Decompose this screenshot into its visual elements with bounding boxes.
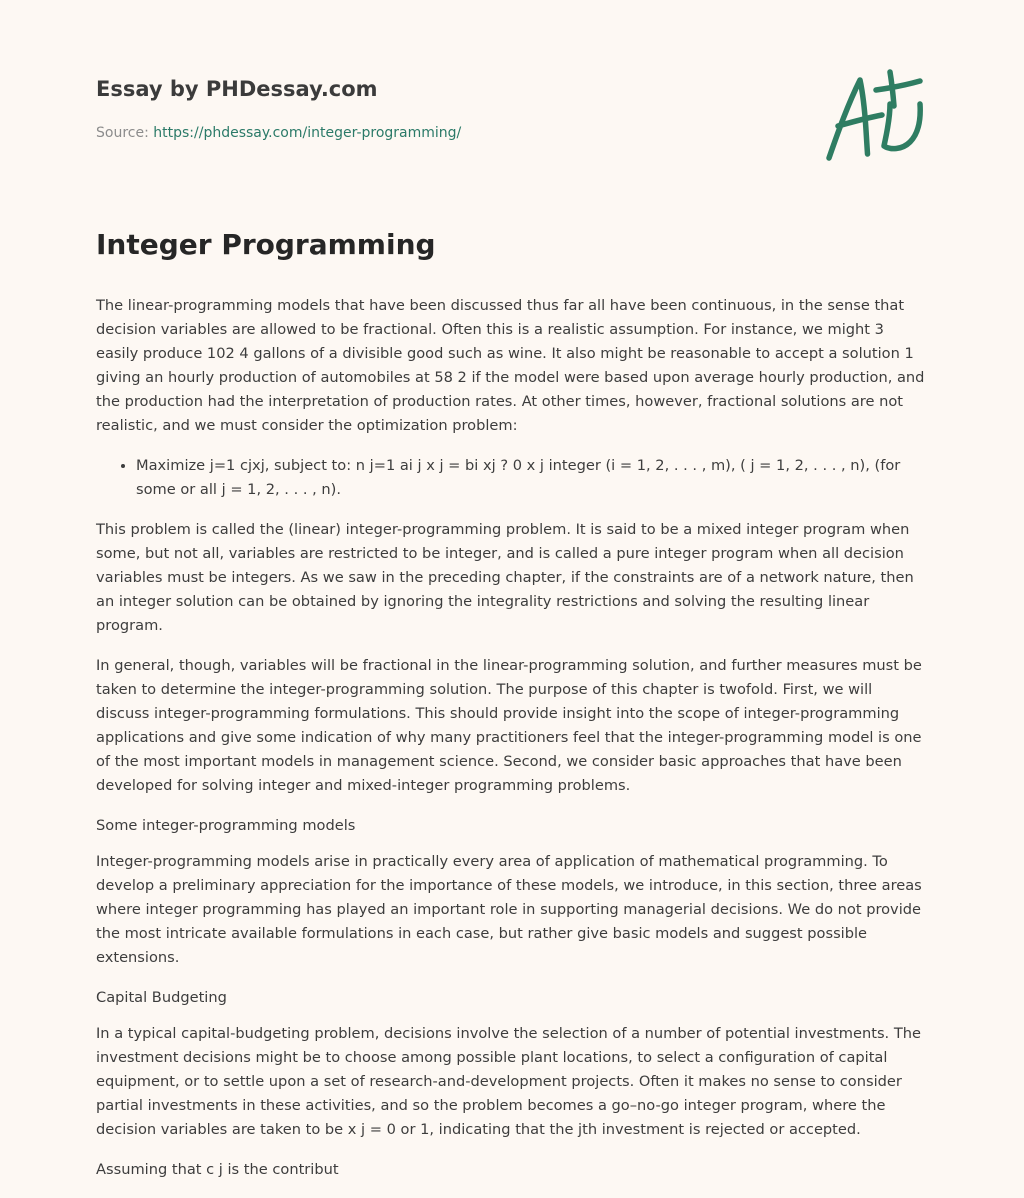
article-title: Integer Programming	[96, 228, 436, 261]
source-line	[96, 123, 928, 143]
site-header	[96, 74, 928, 143]
a-plus-logo-icon	[820, 64, 930, 168]
source-label: Source:	[96, 125, 149, 141]
source-link[interactable]: https://phdessay.com/integer-programming/	[153, 125, 462, 141]
article	[96, 224, 928, 1198]
section-subheading: Capital Budgeting	[96, 989, 227, 1006]
paragraph: The linear-programming models that have been discussed thus far all have been continuous, in the sense that decision variables are allowed to be fractional. Often this is a realistic assumption. For instance, we might 3 easily produce 102 4 gallons of a divisible good such as wine. It also might be reasonable to accept a solution 1 giving an hourly production of automobiles at 58 2 if the model were based upon average hourly production, and the production had the interpretation of production rates. At other times, however, fractional solutions are not realistic, and we must consider the optimization problem:	[96, 297, 925, 434]
paragraph: In general, though, variables will be fractional in the linear-programming solution, and further measures must be taken to determine the integer-programming solution. The purpose of this chapter is twofold. First, we will discuss integer-programming formulations. This should provide insight into the scope of integer-programming applications and give some indication of why many practitioners feel that the integer-programming model is one of the most important models in management science. Second, we consider basic approaches that have been developed for solving integer and mixed-integer programming problems.	[96, 657, 922, 794]
bullet-item: • Maximize j=1 cjxj, subject to: n j=1 ai j x j = bi xj ? 0 x j integer (i = 1, 2, . . . , m), ( j = 1, 2, . . . , n), (for some or all j = 1, 2, . . . , n).	[136, 454, 928, 502]
bullet-list	[96, 454, 928, 502]
paragraph: This problem is called the (linear) integer-programming problem. It is said to be a mixed integer program when some, but not all, variables are restricted to be integer, and is called a pure integer program when all decision variables must be integers. As we saw in the preceding chapter, if the constraints are of a network nature, then an integer solution can be obtained by ignoring the integrality restrictions and solving the resulting linear program.	[96, 521, 914, 634]
site-brand: Essay by PHDessay.com	[96, 77, 378, 101]
section-subheading: Some integer-programming models	[96, 817, 356, 834]
paragraph: Assuming that c j is the contribut	[96, 1161, 339, 1178]
paragraph: In a typical capital-budgeting problem, decisions involve the selection of a number of potential investments. The investment decisions might be to choose among possible plant locations, to select a configuration of capital equipment, or to settle upon a set of research-and-development projects. Often it makes no sense to consider partial investments in these activities, and so the problem becomes a go–no-go integer program, where the decision variables are taken to be x j = 0 or 1, indicating that the jth investment is rejected or accepted.	[96, 1025, 921, 1138]
paragraph: Integer-programming models arise in practically every area of application of mathematical programming. To develop a preliminary appreciation for the importance of these models, we introduce, in this section, three areas where integer programming has played an important role in supporting managerial decisions. We do not provide the most intricate available formulations in each case, but rather give basic models and suggest possible extensions.	[96, 853, 922, 966]
